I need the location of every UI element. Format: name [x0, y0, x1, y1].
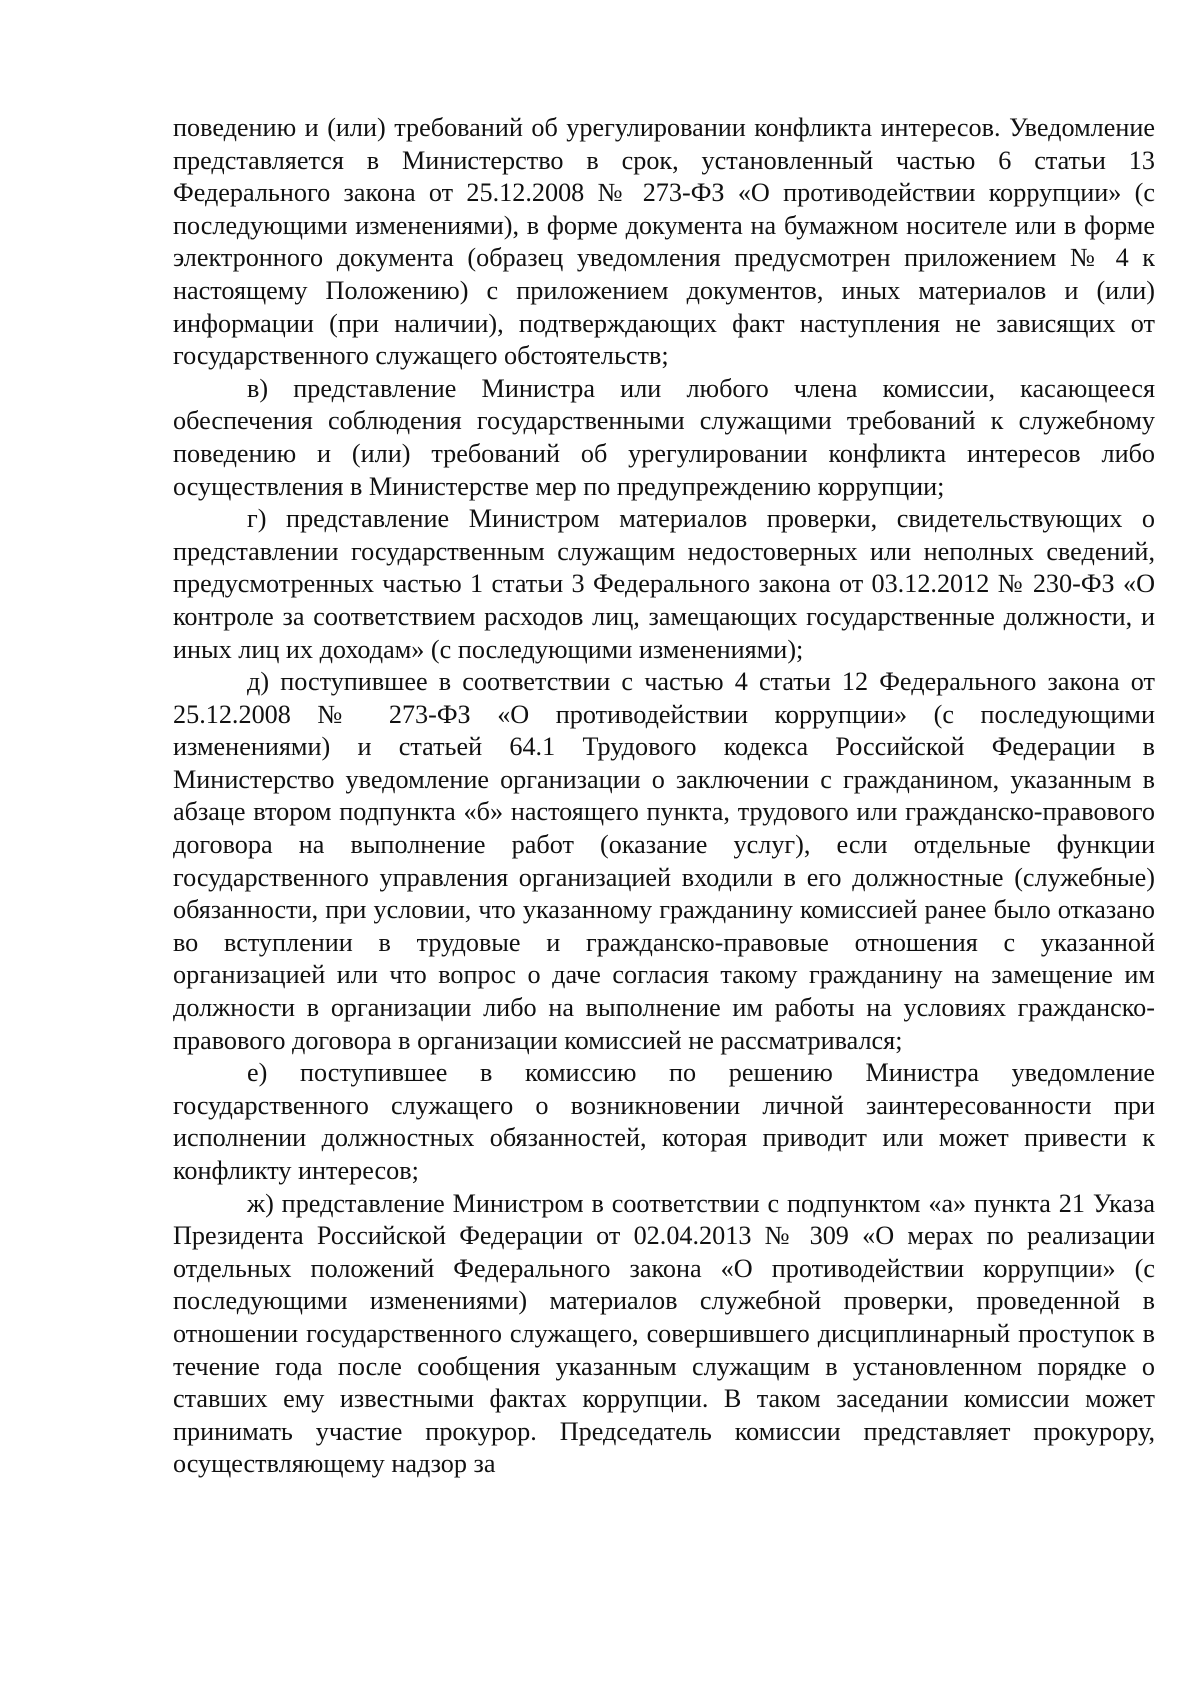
paragraph-g: г) представление Министром материалов проверки, свидетельствующих о представлении государственным служащим недостоверных или неполных сведений, предусмотренных частью 1 статьи 3 Федерального закона от 03.12.2012 № 230-ФЗ «О контроле за соответствием расходов лиц, замещающих государственные должности, и иных лиц их доходам» (с последующими изменениями); [173, 504, 1155, 664]
paragraph-d: д) поступившее в соответствии с частью 4 статьи 12 Федерального закона от 25.12.2008 № 273-ФЗ «О противодействии коррупции» (с последующими изменениями) и статьей 64.1 Трудового кодекса Российской Федерации в Министерство уведомление организации о заключении с гражданином, указанным в абзаце втором подпункта «б» настоящего пункта, трудового или гражданско-правового договора на выполнение работ (оказание услуг), если отдельные функции государственного управления организацией входили в его должностные (служебные) обязанности, при условии, что указанному гражданину комиссией ранее было отказано во вступлении в трудовые и гражданско-правовые отношения с указанной организацией или что вопрос о даче согласия такому гражданину на замещение им должности в организации либо на выполнение им работы на условиях гражданско-правового договора в организации комиссией не рассматривался; [173, 667, 1155, 1055]
paragraph-e: е) поступившее в комиссию по решению Министра уведомление государственного служащего о возникновении личной заинтересованности при исполнении должностных обязанностей, которая приводит или может привести к конфликту интересов; [173, 1058, 1155, 1185]
paragraph-continuation-b: поведению и (или) требований об урегулировании конфликта интересов. Уведомление представляется в Министерство в срок, установленный частью 6 статьи 13 Федерального закона от 25.12.2008 № 273-ФЗ «О противодействии коррупции» (с последующими изменениями), в форме документа на бумажном носителе или в форме электронного документа (образец уведомления предусмотрен приложением № 4 к настоящему Положению) с приложением документов, иных материалов и (или) информации (при наличии), подтверждающих факт наступления не зависящих от государственного служащего обстоятельств; [173, 113, 1155, 371]
document-body [173, 112, 1155, 1481]
paragraph-v: в) представление Министра или любого члена комиссии, касающееся обеспечения соблюдения государственными служащими требований к служебному поведению и (или) требований об урегулировании конфликта интересов либо осуществления в Министерстве мер по предупреждению коррупции; [173, 373, 1155, 501]
paragraph-zh: ж) представление Министром в соответствии с подпунктом «а» пункта 21 Указа Президента Российской Федерации от 02.04.2013 № 309 «О мерах по реализации отдельных положений Федерального закона «О противодействии коррупции» (с последующими изменениями) материалов служебной проверки, проведенной в отношении государственного служащего, совершившего дисциплинарный проступок в течение года после сообщения указанным служащим в установленном порядке о ставших ему известными фактах коррупции. В таком заседании комиссии может принимать участие прокурор. Председатель комиссии представляет прокурору, осуществляющему надзор за [173, 1188, 1155, 1479]
